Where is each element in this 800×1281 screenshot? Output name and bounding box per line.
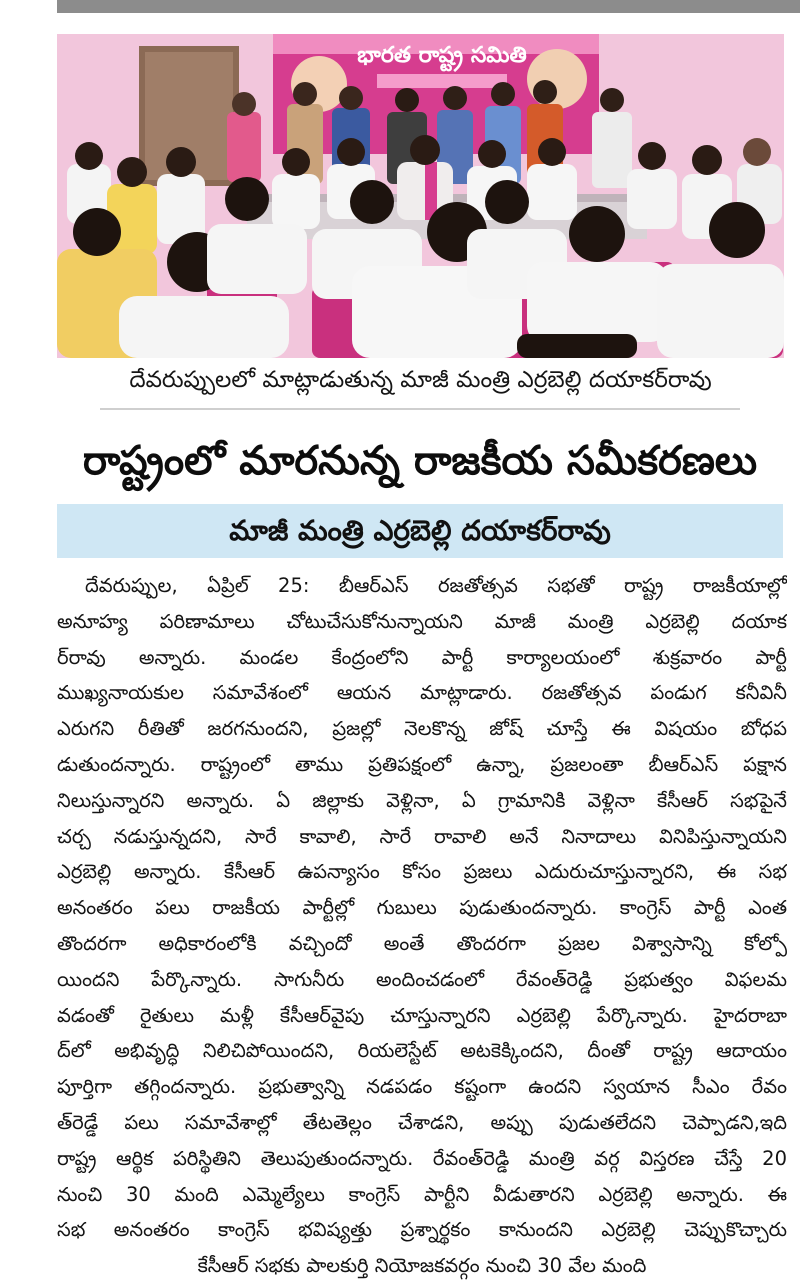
article-line: ర్‌రావు అన్నారు. మండల కేంద్రంలోని పార్టీ కార్యాలయంలో శుక్రవారం పార్టీ — [57, 645, 787, 669]
article-line: పూర్తిగా తగ్గిందన్నారు. ప్రభుత్వాన్ని నడపడం కష్టంగా ఉందని స్వయాన సీఎం రేవం — [57, 1075, 787, 1099]
article-line: సభ అనంతరం కాంగ్రెస్ భవిష్యత్తు ప్రశ్నార్థకం కానుందని ఎర్రబెల్లి చెప్పుకొచ్చారు — [57, 1218, 787, 1242]
meeting-photo-illustration — [57, 34, 784, 358]
article-line: రాష్ట్ర ఆర్థిక పరిస్థితిని తెలుపుతుందన్నారు. రేవంత్‌రెడ్డి మంత్రి వర్గ విస్తరణ చేస్తే 20 — [57, 1146, 787, 1170]
subheading: మాజీ మంత్రి ఎర్రబెల్లి దయాకర్‌రావు — [229, 514, 611, 547]
article-line: ఎర్రబెల్లి అన్నారు. కేసీఆర్ ఉపన్యాసం కోసం ప్రజలు ఎదురుచూస్తున్నారని, ఈ సభ — [57, 860, 787, 884]
top-rule-bar — [57, 0, 800, 13]
article-line: దేవరుప్పుల, ఏప్రిల్ 25: బీఆర్ఎస్ రజతోత్సవ సభతో రాష్ట్ర రాజకీయాల్లో — [85, 574, 787, 597]
article-line: కేసీఆర్ సభకు పాలకుర్తి నియోజకవర్గం నుంచి 30 వేల మంది — [197, 1254, 647, 1278]
banner-text: భారత రాష్ట్ర సమితి — [357, 43, 527, 68]
article-line: తొందరగా అధికారంలోకి వచ్చిందో అంతే తొందరగా ప్రజల విశ్వాసాన్ని కోల్పో — [57, 931, 787, 955]
news-photo — [57, 34, 784, 358]
article-line: నుంచి 30 మంది ఎమ్మెల్యేలు కాంగ్రెస్ పార్టీని వీడుతారని ఎర్రబెల్లి అన్నారు. ఈ — [57, 1182, 787, 1206]
subheading-banner — [57, 504, 783, 558]
article-line: డుతుందన్నారు. రాష్ట్రంలో తాము ప్రతిపక్షంలో ఉన్నా, ప్రజలంతా బీఆర్ఎస్ పక్షాన — [57, 752, 787, 776]
article-line: ఎరుగని రీతితో జరగనుందని, ప్రజల్లో నెలకొన్న జోష్ చూస్తే ఈ విషయం బోధప — [57, 717, 787, 741]
photo-caption: దేవరుప్పులలో మాట్లాడుతున్న మాజీ మంత్రి ఎర్రబెల్లి దయాకర్‌రావు — [129, 367, 712, 393]
article-line: త్‌రెడ్డే పలు సమావేశాల్లో తేటతెల్లం చేశాడని, అప్పు పుడుతలేదని చెప్పాడని,ఇది — [57, 1110, 787, 1134]
headline: రాష్ట్రంలో మారనున్న రాజకీయ సమీకరణలు — [82, 438, 758, 484]
article-line: చర్చ నడుస్తున్నదని, సారే కావాలి, సారే రావాలి అనే నినాదాలు వినిపిస్తున్నాయని — [57, 824, 787, 848]
article-line: ద్‌లో అభివృద్ధి నిలిచిపోయిందని, రియలెస్టేట్ అటకెక్కిందని, దీంతో రాష్ట్ర ఆదాయం — [57, 1039, 787, 1063]
article-line: యిందని పేర్కొన్నారు. సాగునీరు అందించడంలో రేవంత్‌రెడ్డి ప్రభుత్వం విఫలమ — [57, 967, 787, 991]
article-body — [57, 568, 787, 1281]
article-line: ముఖ్యనాయకుల సమావేశంలో ఆయన మాట్లాడారు. రజతోత్సవ పండుగ కనీవినీ — [57, 681, 787, 705]
article-line: అనంతరం పలు రాజకీయ పార్టీల్లో గుబులు పుడుతుందన్నారు. కాంగ్రెస్ పార్టీ ఎంత — [57, 896, 787, 920]
article-line: వడంతో రైతులు మళ్లీ కేసీఆర్‌వైపు చూస్తున్నారని ఎర్రబెల్లి పేర్కొన్నారు. హైదరాబా — [57, 1003, 787, 1027]
divider-line — [100, 408, 740, 410]
article-line: అనూహ్య పరిణామాలు చోటుచేసుకోనున్నాయని మాజీ మంత్రి ఎర్రబెల్లి దయాక — [57, 609, 787, 633]
article-line: నిలుస్తున్నారని అన్నారు. ఏ జిల్లాకు వెళ్లినా, ఏ గ్రామానికి వెళ్లినా కేసీఆర్ సభపైనే — [57, 788, 787, 812]
